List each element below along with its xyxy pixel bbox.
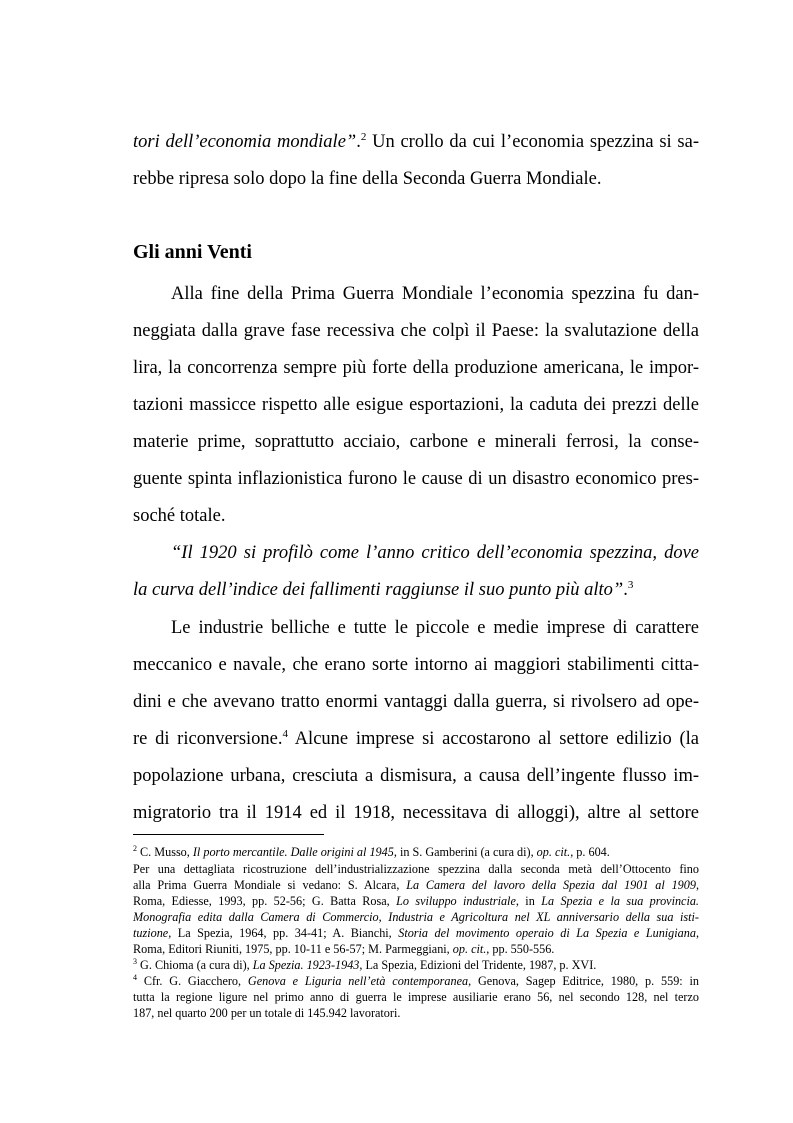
italic-quote-end: tori dell’economia mondiale” [133, 132, 357, 152]
footnote-2-line-6: tuzione, La Spezia, 1964, pp. 34-41; A. Bianchi, Storia del movimento operaio di La Spezia e Lunigiana, [133, 926, 699, 940]
paragraph-line: guente spinta inflazionistica furono le cause di un disastro economico pres- [133, 469, 699, 489]
paragraph-line: meccanico e navale, che erano sorte intorno ai maggiori stabilimenti citta- [133, 655, 699, 675]
footnote-ref-4: 4 [282, 727, 288, 740]
paragraph-line: lira, la concorrenza sempre più forte della produzione americana, le impor- [133, 358, 699, 378]
section-heading: Gli anni Venti [133, 241, 252, 263]
paragraph-line: tazioni massicce rispetto alle esigue esportazioni, la caduta dei prezzi delle [133, 395, 699, 415]
paragraph-line: materie prime, soprattutto acciaio, carbone e minerali ferrosi, la conse- [133, 432, 699, 452]
paragraph-line: soché totale. [133, 506, 226, 526]
body-line-2: rebbe ripresa solo dopo la fine della Seconda Guerra Mondiale. [133, 169, 602, 189]
paragraph-line: dini e che avevano tratto enormi vantaggi dalla guerra, si rivolsero ad ope- [133, 692, 699, 712]
footnote-ref-3: 3 [627, 578, 634, 591]
footnote-2-line-5: Monografia edita dalla Camera di Commercio, Industria e Agricoltura nel XL anniversario della sua isti- [133, 910, 699, 924]
footnote-2-line-4: Roma, Ediesse, 1993, pp. 52-56; G. Batta Rosa, Lo sviluppo industriale, in La Spezia e la sua provincia. [133, 894, 699, 908]
paragraph-line: re di riconversione.$^4$ Alcune imprese si accostarono al settore edilizio (la [133, 727, 699, 749]
footnote-4: $^4$ Cfr. G. Giacchero, Genova e Liguria nell’età contemporanea, Genova, Sagep Editrice, 1980, p. 559: in [133, 972, 699, 988]
footnote-3: $^3$ G. Chioma (a cura di), La Spezia. 1923-1943, La Spezia, Edizioni del Tridente, 1987, p. XVI. [133, 956, 597, 972]
paragraph-line: neggiata dalla grave fase recessiva che colpì il Paese: la svalutazione della [133, 321, 699, 341]
paragraph-line: migratorio tra il 1914 ed il 1918, necessitava di alloggi), altre al settore [133, 803, 699, 823]
footnote-2-line-2: Per una dettagliata ricostruzione dell’industrializzazione spezzina dalla seconda metà dell’Ottocento fino [133, 862, 699, 876]
footnote-4-line-3: 187, nel quarto 200 per un totale di 145.942 lavoratori. [133, 1006, 401, 1020]
footnote-2-line-3: alla Prima Guerra Mondiale si vedano: S. Alcara, La Camera del lavoro della Spezia dal 1901 al 1909, [133, 878, 700, 892]
footnote-separator [133, 834, 324, 835]
body-line-1: tori dell’economia mondiale”.$^2$ Un crollo da cui l’economia spezzina si sa- [133, 130, 699, 152]
paragraph-line: popolazione urbana, cresciuta a dismisura, a causa dell’ingente flusso im- [133, 766, 699, 786]
footnote-4-line-2: tutta la regione ligure nel primo anno di guerra le imprese ausiliarie erano 56, nel secondo 128, nel terzo [133, 990, 699, 1004]
footnote-2: $^2$ C. Musso, Il porto mercantile. Dalle origini al 1945, in S. Gamberini (a cura di), op. cit., p. 604. [133, 843, 610, 859]
paragraph-line: Le industrie belliche e tutte le piccole e medie imprese di carattere [171, 618, 699, 638]
quote-line-2: la curva dell’indice dei fallimenti raggiunse il suo punto più alto”.$^3$ [133, 578, 634, 600]
footnote-ref-2: 2 [360, 130, 367, 143]
paragraph-line: Alla fine della Prima Guerra Mondiale l’economia spezzina fu dan- [171, 284, 699, 304]
quote-line-1: “Il 1920 si profilò come l’anno critico dell’economia spezzina, dove [171, 543, 699, 563]
footnote-2-line-7: Roma, Editori Riuniti, 1975, pp. 10-11 e 56-57; M. Parmeggiani, op. cit., pp. 550-556. [133, 942, 555, 956]
